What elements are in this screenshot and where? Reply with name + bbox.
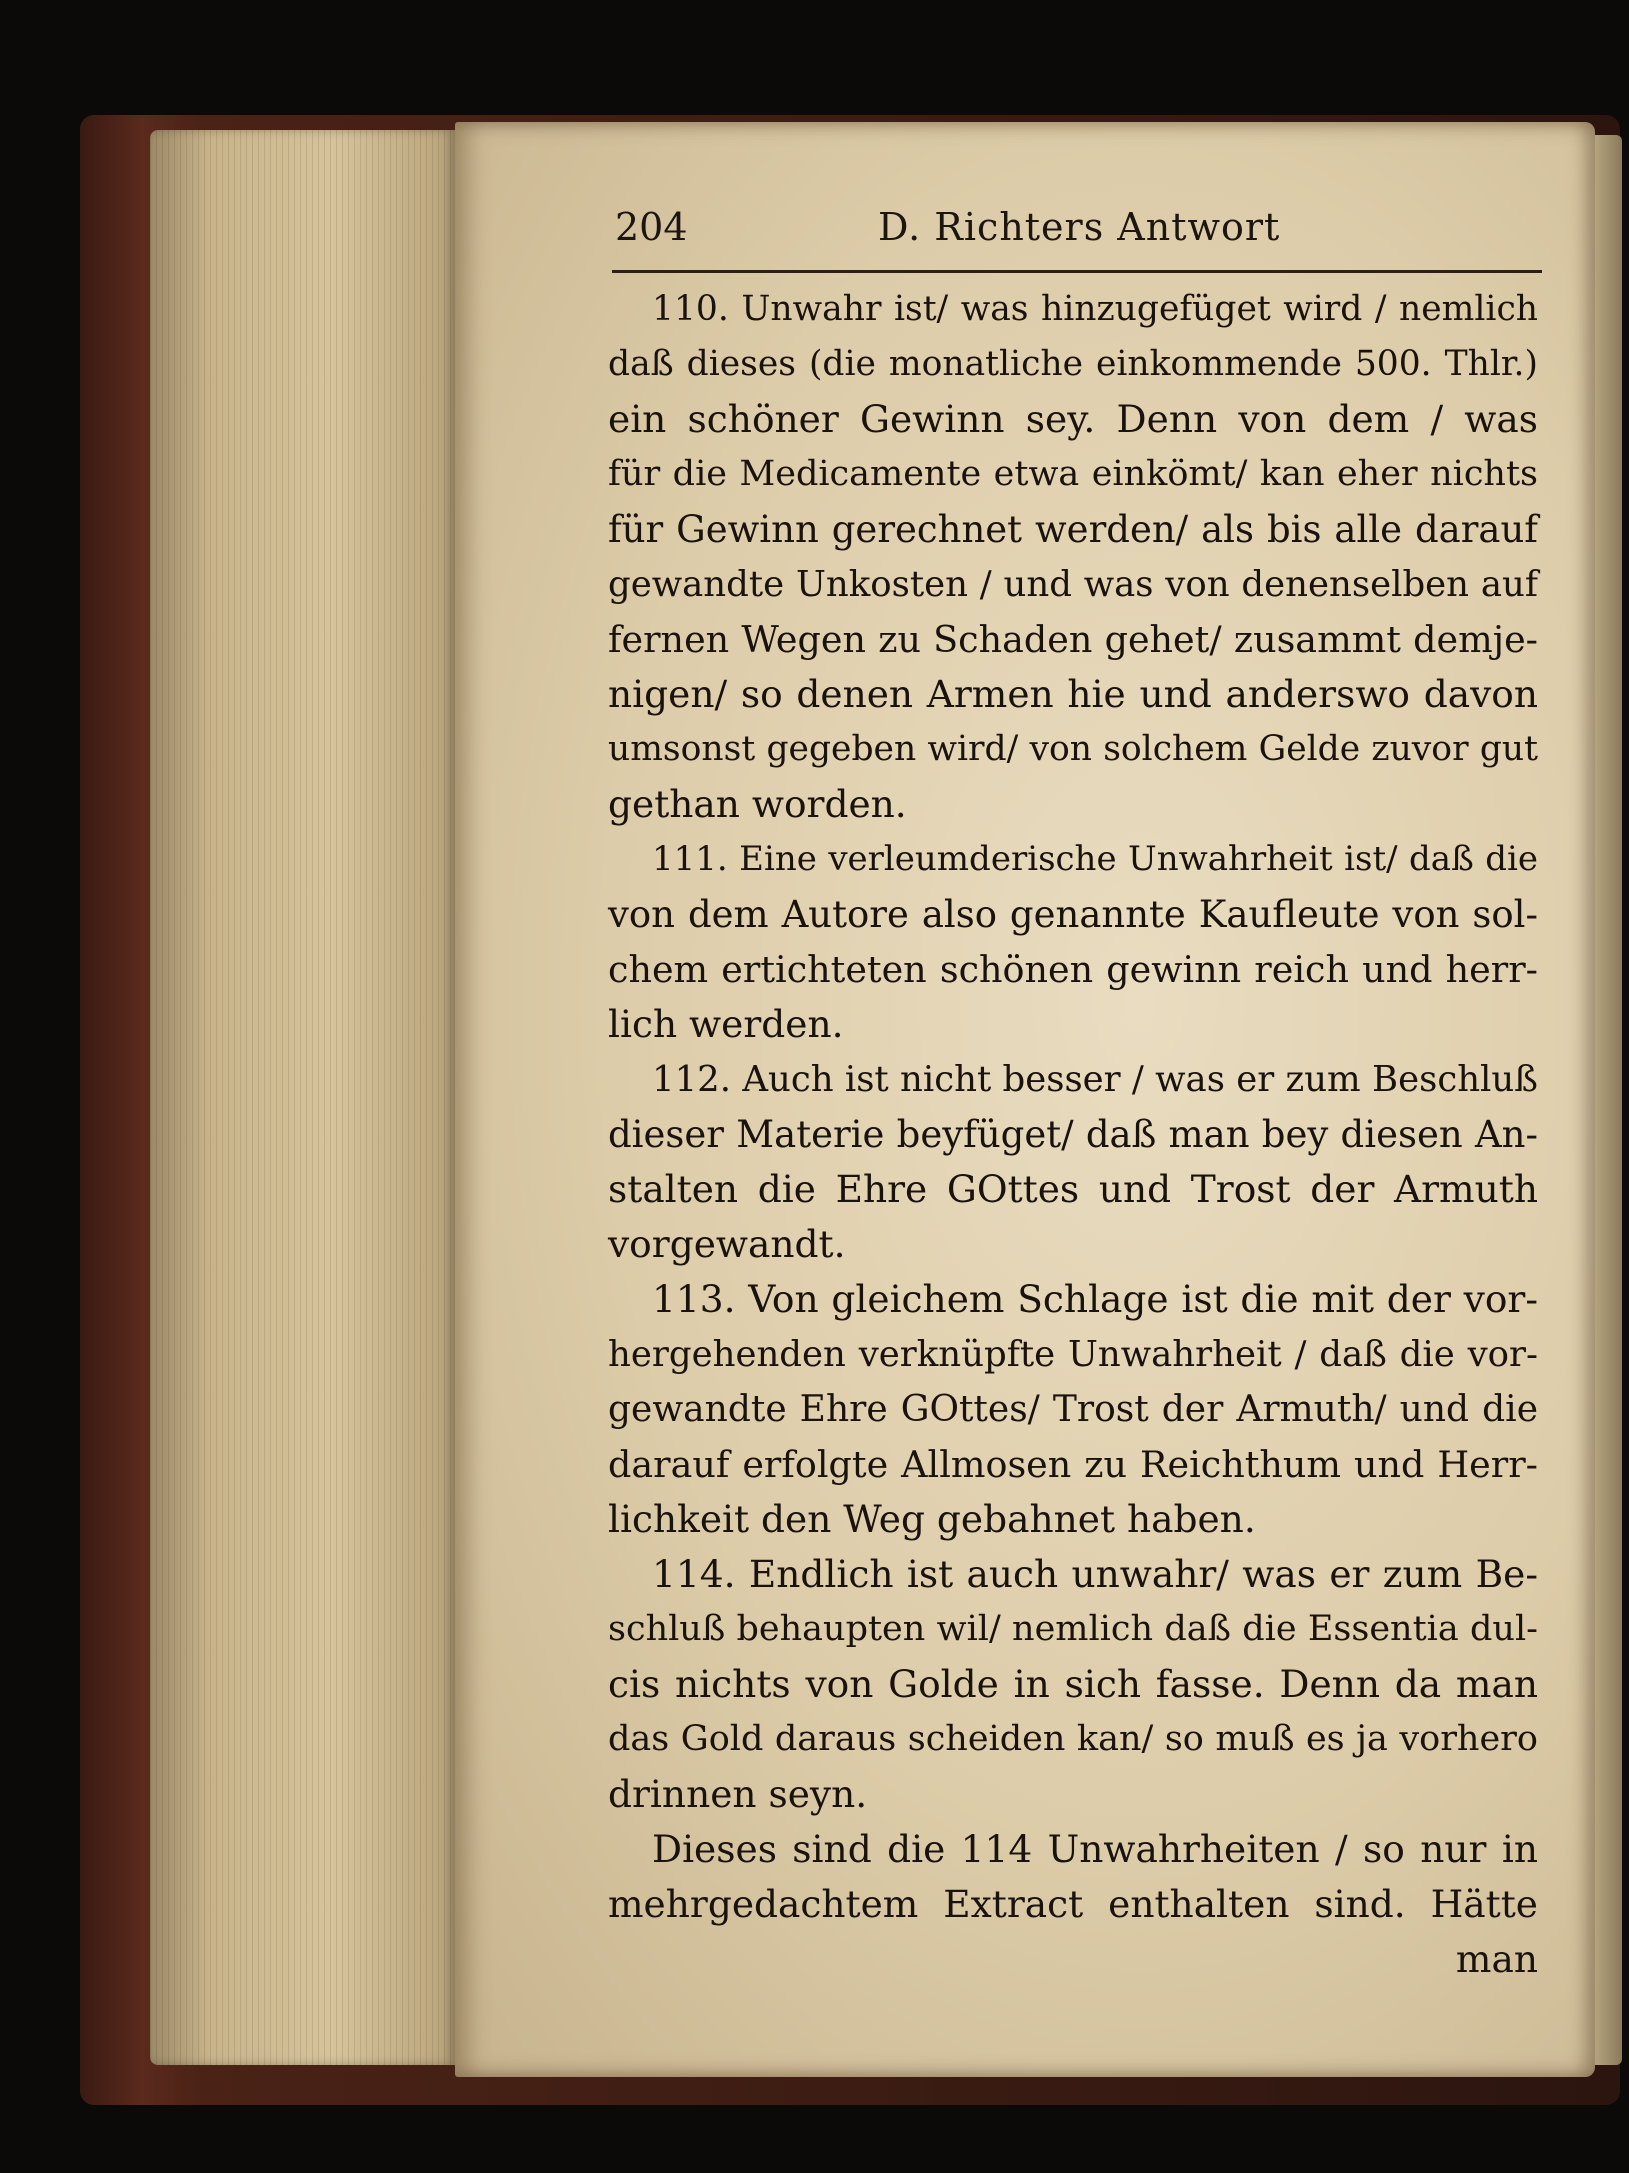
text-line: ein schöner Gewinn sey. Denn von dem / was <box>608 397 1538 441</box>
text-line: 110. Unwahr ist/ was hinzugefüget wird / nemlich <box>652 289 1538 329</box>
running-head-title: D. Richters Antwort <box>878 205 1281 249</box>
text-line: gethan worden. <box>608 782 907 826</box>
text-line: 112. Auch ist nicht besser / was er zum Beschluß <box>652 1059 1538 1100</box>
text-line: mehrgedachtem Extract enthalten sind. Hätte <box>608 1882 1538 1926</box>
page-edges <box>150 130 455 2065</box>
text-line: für Gewinn gerechnet werden/ als bis alle darauf <box>608 508 1538 551</box>
text-line: drinnen seyn. <box>608 1772 868 1816</box>
text-line: man <box>1455 1937 1538 1981</box>
running-header <box>615 205 1535 265</box>
text-line: das Gold daraus scheiden kan/ so muß es ja vorhero <box>608 1719 1538 1759</box>
text-line: nigen/ so denen Armen hie und anderswo davon <box>608 672 1538 716</box>
text-line: dieser Materie beyfüget/ daß man bey diesen An- <box>608 1113 1538 1156</box>
text-line: 113. Von gleichem Schlage ist die mit der vor- <box>652 1277 1538 1321</box>
text-line: stalten die Ehre GOttes und Trost der Armuth <box>608 1167 1538 1211</box>
header-rule <box>612 270 1542 273</box>
text-line: cis nichts von Golde in sich fasse. Denn da man <box>608 1662 1538 1706</box>
page-number: 204 <box>615 205 688 249</box>
text-line: hergehenden verknüpfte Unwahrheit / daß die vor- <box>608 1334 1538 1375</box>
text-line: lichkeit den Weg gebahnet haben. <box>608 1497 1256 1541</box>
text-line: schluß behaupten wil/ nemlich daß die Essentia dul- <box>608 1609 1538 1649</box>
text-line: gewandte Unkosten / und was von denenselben auf <box>608 564 1538 605</box>
text-line: 114. Endlich ist auch unwahr/ was er zum Be- <box>652 1552 1538 1596</box>
text-line: 111. Eine verleumderische Unwahrheit ist/ daß die <box>652 839 1538 879</box>
text-line: chem ertichteten schönen gewinn reich und herr- <box>608 948 1538 991</box>
text-line: umsonst gegeben wird/ von solchem Gelde zuvor gut <box>608 729 1538 769</box>
text-line: lich werden. <box>608 1002 844 1046</box>
text-line: gewandte Ehre GOttes/ Trost der Armuth/ und die <box>608 1389 1538 1430</box>
text-line: darauf erfolgte Allmosen zu Reichthum und Herr- <box>608 1443 1538 1486</box>
text-line: vorgewandt. <box>608 1222 846 1266</box>
text-line: von dem Autore also genannte Kaufleute von sol- <box>608 893 1538 936</box>
text-line: für die Medicamente etwa einkömt/ kan eher nichts <box>608 454 1538 494</box>
text-line: daß dieses (die monatliche einkommende 500. Thlr.) <box>608 344 1538 384</box>
text-line: fernen Wegen zu Schaden gehet/ zusammt demje- <box>608 618 1538 661</box>
text-line: Dieses sind die 114 Unwahrheiten / so nur in <box>652 1827 1538 1871</box>
body-text <box>608 282 1538 1987</box>
